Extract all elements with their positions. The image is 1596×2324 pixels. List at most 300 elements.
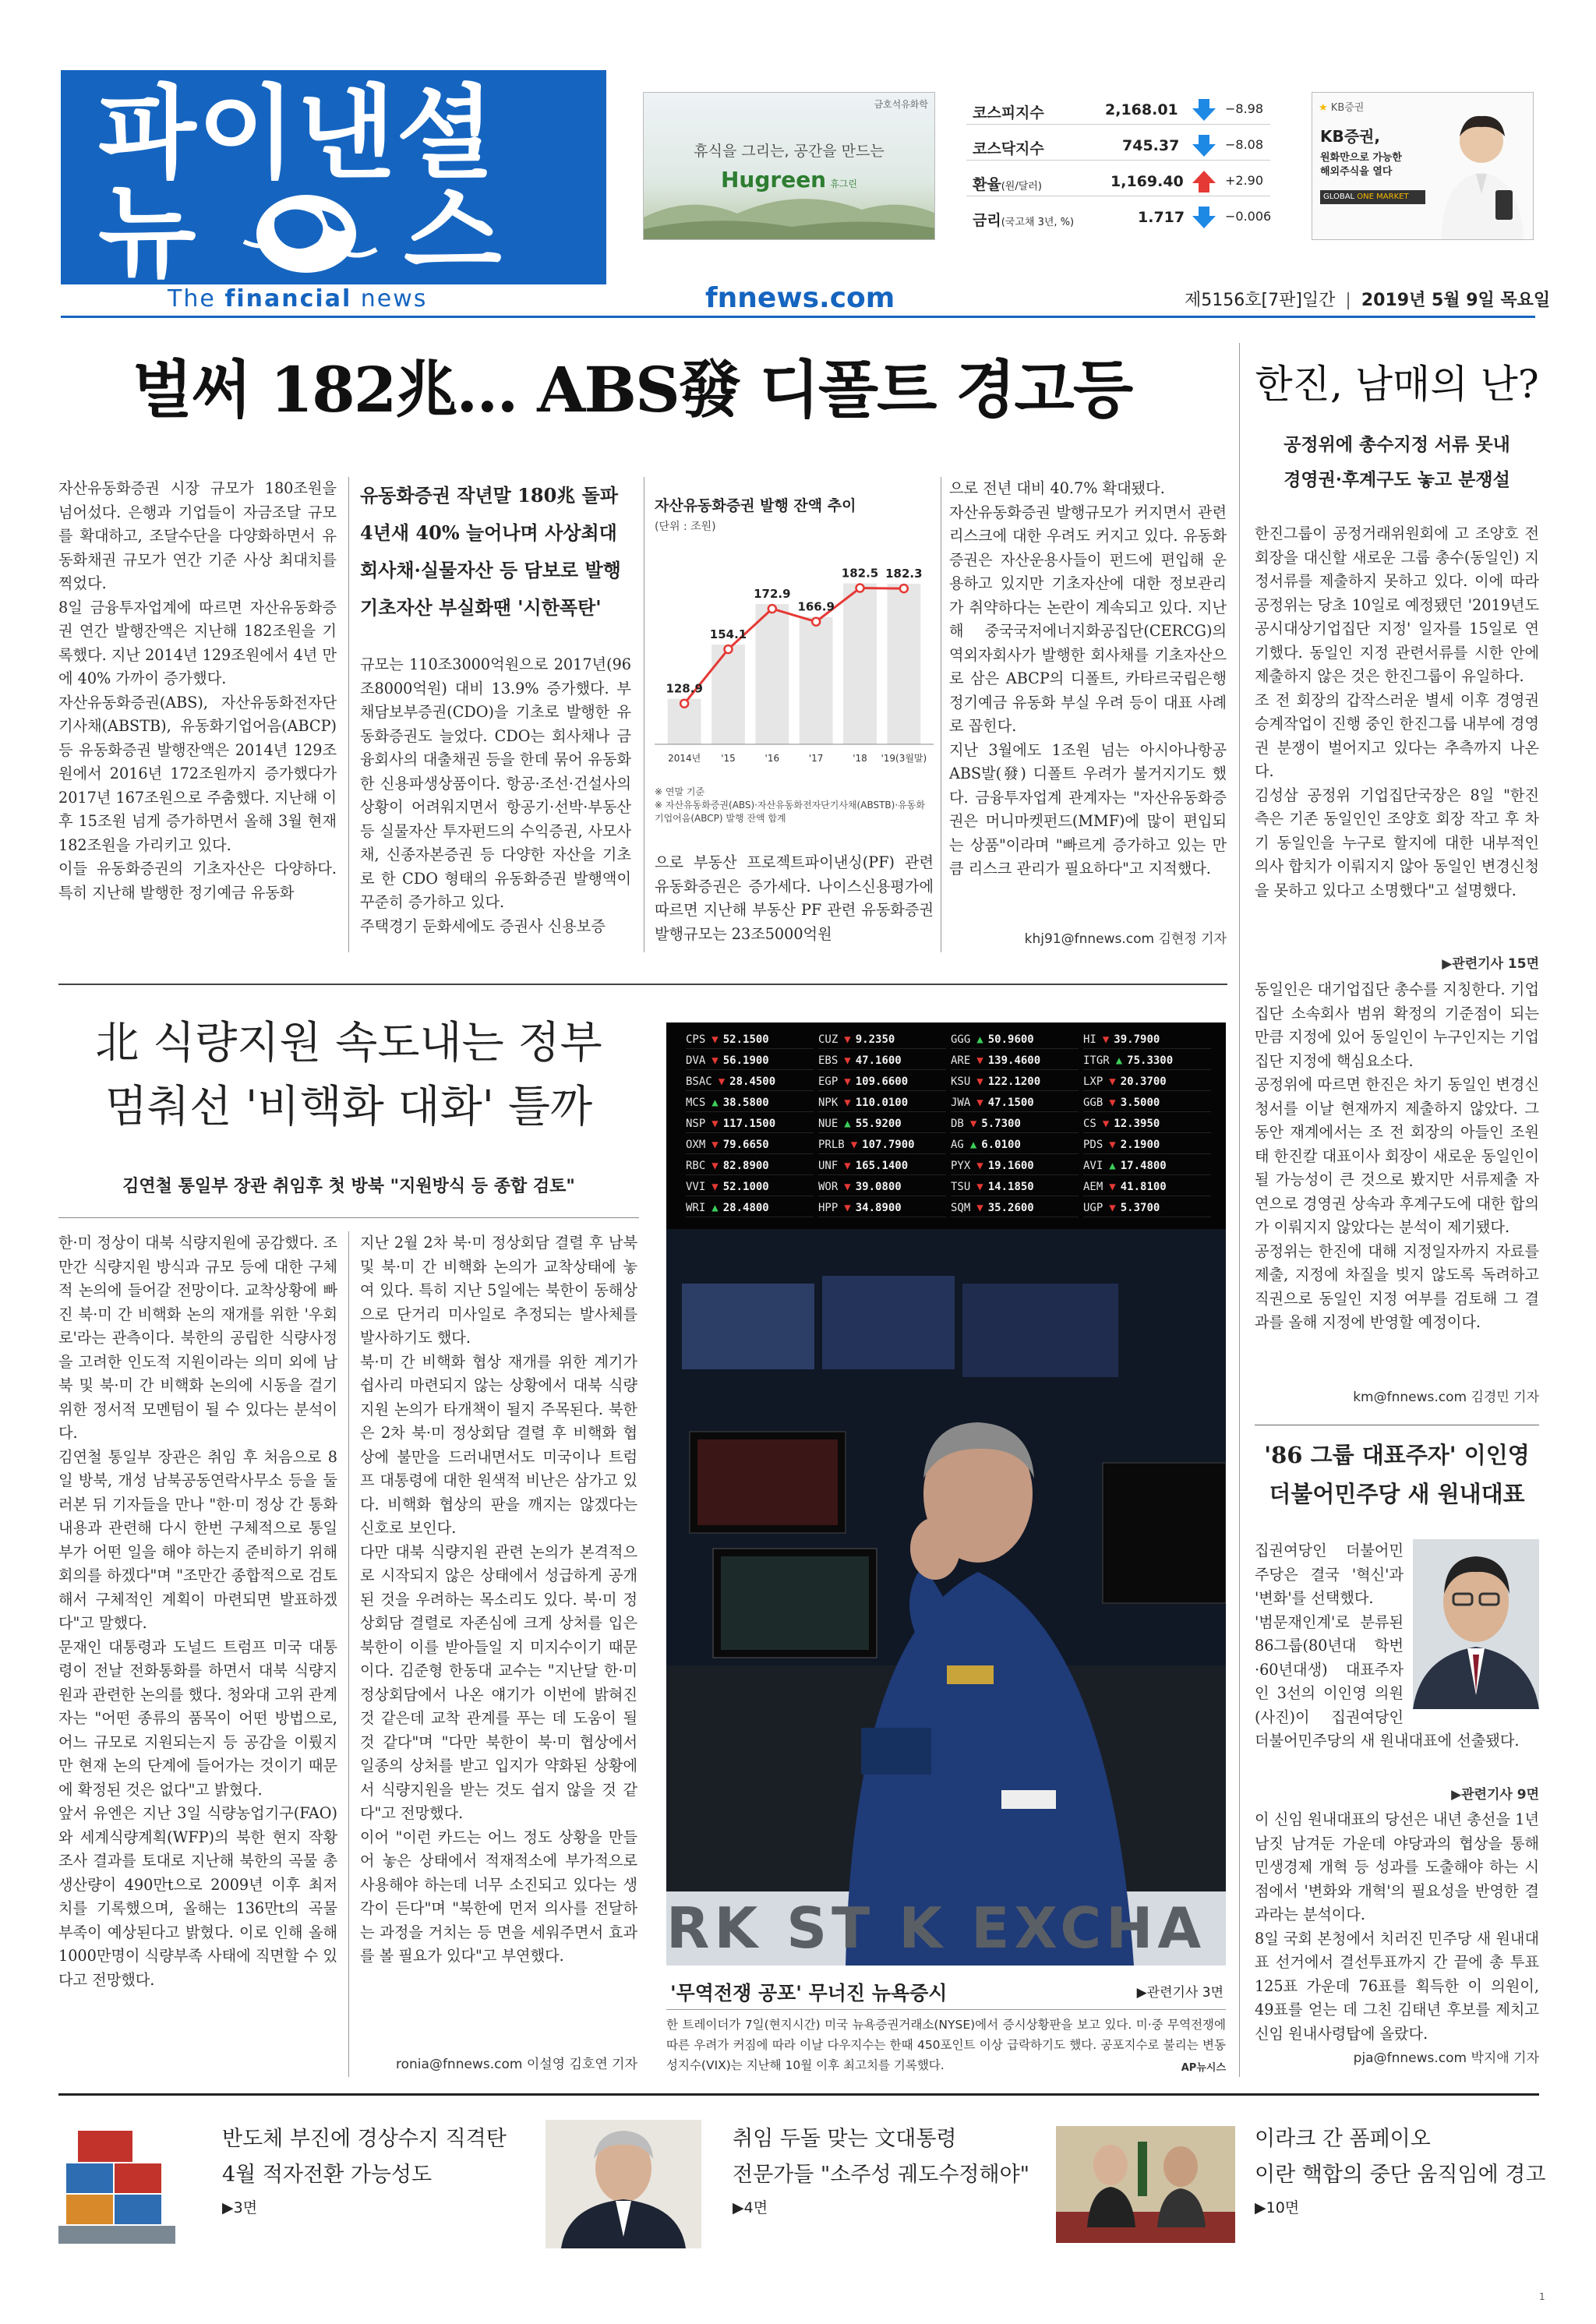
chart-bar xyxy=(800,617,833,744)
ticker-cell xyxy=(951,1030,1079,1049)
arrow-down-icon: ▼ xyxy=(711,1118,719,1130)
lee-ref[interactable]: ▶관련기사 9면 xyxy=(1451,1787,1539,1803)
hanjin-deck-line: 공정위에 총수지정 서류 못내 xyxy=(1284,434,1510,455)
arrow-down-icon xyxy=(1192,99,1216,121)
tagline-suffix: news xyxy=(351,285,428,313)
ticker-cell xyxy=(686,1178,814,1196)
nyse-photo[interactable] xyxy=(666,1022,1226,1966)
chart-bar xyxy=(755,604,789,744)
chart-note: ※ 자산유동화증권(ABS)·자산유동화전자단기사채(ABSTB)·유동화기업어음(ABCP) 발행 잔액 합계 xyxy=(655,800,925,824)
arrow-down-icon: ▼ xyxy=(844,1075,851,1088)
arrow-up-icon: ▲ xyxy=(844,1118,851,1130)
north-headline-line: 멈춰선 '비핵화 대화' 틀까 xyxy=(104,1082,593,1132)
arrow-up-icon: ▲ xyxy=(1115,1054,1123,1067)
chart-note: ※ 연말 기준 xyxy=(655,786,705,797)
market-name: 코스피지수 xyxy=(973,104,1044,122)
market-change: +2.90 xyxy=(1225,173,1264,188)
ticker-price: 47.1600 xyxy=(855,1054,902,1067)
market-row xyxy=(966,204,1270,232)
ticker-symbol: ARE xyxy=(951,1054,971,1067)
ticker-cell xyxy=(1083,1114,1211,1133)
bottom-teaser[interactable] xyxy=(546,2114,1044,2254)
ticker-cell xyxy=(951,1072,1079,1091)
site-url[interactable]: fnnews.com xyxy=(705,282,895,314)
ticker-price: 165.1400 xyxy=(855,1160,909,1172)
ticker-symbol: OXM xyxy=(686,1139,706,1151)
ticker-symbol: HPP xyxy=(818,1202,839,1214)
chart-tick-label: '17 xyxy=(808,753,824,764)
ticker-cell xyxy=(686,1157,814,1175)
lee-body-2-text: 이 신임 원내대표의 당선은 내년 총선을 1년 남짓 남겨둔 가운데 야당과의 협상을 통해 민생경제 개혁 등 성과를 도출해야 하는 시점에서 '변화와 개혁'의 필요성을 반영한 결과라는 분석이다. 8일 국회 본청에서 치러진 민주당 새 원내대표 선거에서 결선투표까지 간 끝에 총 투표 125표 가운데 76표를 획득한 이 의원이, 49표를 얻는 데 그친 김태년 후보를 제치고 신임 원내사령탑에 올랐다. xyxy=(1255,1810,1539,2042)
ticker-symbol: PDS xyxy=(1083,1139,1103,1151)
lee-body xyxy=(1255,1539,1539,1787)
ad-product-name: Hugreen xyxy=(720,167,827,192)
arrow-down-icon: ▼ xyxy=(844,1097,851,1109)
lead-column-2 xyxy=(360,653,631,953)
arrow-up-icon: ▲ xyxy=(1109,1160,1116,1172)
lead-deck-line: 회사채·실물자산 등 담보로 발행 xyxy=(360,559,621,581)
wall-text: RK ST K EXCHA xyxy=(666,1895,1206,1961)
ticker-symbol: RBC xyxy=(686,1160,706,1172)
logo-line2-a: 뉴 xyxy=(98,173,196,291)
ad-slogan: 휴식을 그리는, 공간을 만드는 xyxy=(694,143,885,160)
ticker-price: 139.4600 xyxy=(987,1054,1041,1067)
ticker-symbol: GGB xyxy=(1083,1097,1103,1109)
hanjin-body-text: 한진그룹이 공정거래위원회에 고 조양호 전 회장을 대신할 새로운 그룹 총수(동일인) 지정서류를 제출하지 못하고 있다. 이에 따라 공정위는 당초 10일로 예정됐던 '2019년도 공시대상기업집단 지정' 일자를 15일로 연기했다. 동일인 지정 관련서류를 시한 안에 제출하지 않은 것은 한진그룹이 유일하다. 조 전 회장의 갑작스러운 별세 이후 경영권 승계작업이 진행 중인 한진그룹 내부에 경영권 분쟁이 벌어지고 있다는 추측까지 나온다. 김성삼 공정위 기업집단국장은 8일 "한진 측은 기존 동일인인 조양호 회장 작고 후 차기 동일인을 누구로 할지에 대한 내부적인 의사 합치가 이뤄지지 않아 동일인 변경신청을 못하고 있다고 소명했다"고 설명했다. xyxy=(1255,524,1539,899)
ticker-symbol: HI xyxy=(1083,1033,1096,1046)
ticker-price: 35.2600 xyxy=(987,1202,1034,1214)
logo-line2-b: 스 xyxy=(404,173,502,291)
lee-headline-line: 더불어민주당 새 원내대표 xyxy=(1269,1481,1525,1507)
arrow-down-icon: ▼ xyxy=(711,1054,719,1067)
lee-byline: pja@fnnews.com 박지애 기자 xyxy=(1353,2050,1539,2066)
container-photo xyxy=(58,2123,175,2244)
ticker-cell xyxy=(686,1093,814,1112)
arrow-down-icon: ▼ xyxy=(718,1075,726,1088)
ticker-symbol: BSAC xyxy=(686,1075,712,1088)
ticker-symbol: GGG xyxy=(951,1033,971,1046)
hanjin-deck-line: 경영권·후계구도 놓고 분쟁설 xyxy=(1284,469,1510,490)
arrow-down-icon: ▼ xyxy=(976,1202,983,1214)
ad-product xyxy=(644,167,934,192)
ticker-symbol: AVI xyxy=(1083,1160,1103,1172)
teaser-ref[interactable]: ▶3면 xyxy=(222,2199,258,2216)
ticker-cell xyxy=(818,1157,946,1175)
ticker-cell xyxy=(1083,1051,1211,1070)
ticker-symbol: AEM xyxy=(1083,1181,1103,1193)
chart-bar xyxy=(887,584,920,744)
column-divider xyxy=(348,477,349,952)
lead-column-4-text: 으로 전년 대비 40.7% 확대됐다. 자산유동화증권 발행규모가 커지면서 관련 리스크에 대한 우려도 커지고 있다. 유동화증권은 자산운용사들이 펀드에 편입해 운용하고 있지만 기초자산에 대한 정보관리가 취약하다는 논란이 계속되고 있다. 지난해 중국국저에너지화공집단(CERCG)의 역외자회사가 발행한 회사채를 기초자산으로 삼은 ABCP의 디폴트, 카타르국립은행 정기예금 유동화 부실 우려 등이 대표 사례로 꼽힌다. 지난 3월에도 1조원 넘는 아시아나항공 ABS발(發) 디폴트 우려가 불거지기도 했다. 금융투자업계 관계자는 "자산유동화증권은 머니마켓펀드(MMF)에 많이 편입되는 상품"이라며 "빠르게 증가하고 있는 만큼 리스크 관리가 필요하다"고 지적했다. xyxy=(949,479,1227,878)
ticker-price: 14.1850 xyxy=(987,1181,1034,1193)
abs-chart xyxy=(655,477,934,842)
lead-byline: khj91@fnnews.com 김현정 기자 xyxy=(1024,931,1227,947)
chart-bar xyxy=(711,645,745,744)
section-rule xyxy=(58,984,1227,985)
subhead-rule xyxy=(58,1217,639,1218)
arrow-up-icon: ▲ xyxy=(976,1033,983,1046)
ad-kb-brand xyxy=(1319,99,1364,114)
ticker-cell xyxy=(686,1136,814,1154)
ticker-cell xyxy=(951,1157,1079,1175)
lee-headline[interactable] xyxy=(1255,1436,1539,1513)
arrow-down-icon: ▼ xyxy=(844,1202,851,1214)
issue-date: 2019년 5월 9일 목요일 xyxy=(1361,291,1551,310)
arrow-down-icon: ▼ xyxy=(976,1097,983,1109)
ticker-price: 5.3700 xyxy=(1120,1202,1160,1214)
ticker-cell xyxy=(818,1051,946,1070)
arrow-down-icon: ▼ xyxy=(844,1181,851,1193)
ticker-cell xyxy=(1083,1178,1211,1196)
ticker-price: 5.7300 xyxy=(981,1118,1021,1130)
photo-caption-ref[interactable]: ▶관련기사 3면 xyxy=(1136,1985,1223,2001)
hanjin-deck xyxy=(1255,427,1539,497)
arrow-up-icon: ▲ xyxy=(969,1139,977,1151)
ticker-cell xyxy=(951,1199,1079,1217)
ticker-price: 109.6600 xyxy=(855,1075,909,1088)
teaser-line: 4월 적자전환 가능성도 xyxy=(222,2163,433,2187)
market-value: 1.717 xyxy=(1138,209,1185,226)
ticker-cell xyxy=(951,1093,1079,1112)
arrow-down-icon: ▼ xyxy=(1109,1139,1116,1151)
chart-value-label: 166.9 xyxy=(797,599,835,614)
ticker-price: 2.1900 xyxy=(1120,1139,1160,1151)
ticker-symbol: DB xyxy=(951,1118,964,1130)
market-row xyxy=(966,132,1270,161)
ticker-symbol: AG xyxy=(951,1139,964,1151)
ticker-price: 34.8900 xyxy=(855,1202,902,1214)
ticker-symbol: UGP xyxy=(1083,1202,1103,1214)
north-column-1 xyxy=(58,1231,337,2077)
arrow-down-icon: ▼ xyxy=(850,1139,858,1151)
ticker-symbol: VVI xyxy=(686,1181,706,1193)
ticker-symbol: MCS xyxy=(686,1097,706,1109)
north-subhead: 김연철 통일부 장관 취임후 첫 방북 "지원방식 등 종합 검토" xyxy=(122,1176,575,1196)
ticker-price: 3.5000 xyxy=(1120,1097,1160,1109)
ticker-symbol: SQM xyxy=(951,1202,971,1214)
chart-point xyxy=(812,618,820,626)
lead-column-1-text: 자산유동화증권 시장 규모가 180조원을 넘어섰다. 은행과 기업들이 자금조달 규모를 확대하고, 조달수단을 다양화하면서 유동화채권 규모가 연간 기준 사상 최대치를 찍었다. 8일 금융투자업계에 따르면 자산유동화증권 연간 발행잔액은 지난해 182조원을 기록했다. 지난 2014년 129조원에서 4년 만에 40% 가까이 증가했다. 자산유동화증권(ABS), 자산유동화전자단기사채(ABSTB), 유동화기업어음(ABCP) 등 유동화증권 발행잔액은 2014년 129조원에서 2016년 172조원까지 증가했다가 2017년 167조원으로 주춤했다. 지난해 이후 15조원 넘게 증가하면서 올해 3월 현재 182조원을 가리키고 있다. 이들 유동화증권의 기초자산은 다양하다. 특히 지난해 발행한 정기예금 유동화 xyxy=(58,479,337,902)
north-column-2-text: 지난 2월 2차 북·미 정상회담 결렬 후 남북 및 북·미 간 비핵화 논의가 교착상태에 놓여 있다. 특히 지난 5일에는 북한이 동해상으로 단거리 미사일로 추정되는 발사체를 발사하기도 했다. 북·미 간 비핵화 협상 재개를 위한 계기가 쉽사리 마련되지 않는 상황에서 대북 식량지원 논의가 타개책이 될지 주목된다. 북한은 2차 북·미 정상회담 결렬 후 비핵화 협상에 불만을 드러내면서도 미국이나 트럼프 대통령에 대한 원색적 비난은 삼가고 있다. 비핵화 협상의 판을 깨지는 않겠다는 신호로 보인다. 다만 대북 식량지원 관련 논의가 본격적으로 시작되지 않은 상태에서 성급하게 공개된 것을 우려하는 목소리도 있다. 북·미 정상회담 결렬로 자존심에 크게 상처를 입은 북한이 이를 받아들일 지 미지수이기 때문이다. 김준형 한동대 교수는 "지난달 한·미 정상회담에서 나온 얘기가 이번에 밝혀진 것 같은데 교착 관계를 푸는 데 도움이 될 것 같다"며 "다만 북한이 북·미 협상에서 일종의 상처를 받고 입지가 약화된 상황에서 식량지원을 받는 것도 쉽지 않을 것 같다"고 전망했다. 이어 "이런 카드는 어느 정도 상황을 만들어 놓은 상태에서 적재적소에 부가적으로 사용해야 하는데 너무 소진되고 있다는 생각이 든다"며 "북한에 먼저 의사를 전달하는 과정을 거치는 등 면을 세워주면서 효과를 볼 필요가 있다"고 부연했다. xyxy=(360,1234,637,1965)
chart-point xyxy=(856,585,864,592)
lee-portrait-photo xyxy=(1413,1539,1539,1709)
ticker-cell xyxy=(951,1178,1079,1196)
ad-kb-line3: 해외주식을 열다 xyxy=(1320,166,1393,178)
ad-kb-line1: KB증권, xyxy=(1320,127,1380,146)
ad-kb-bar-b: ONE MARKET xyxy=(1357,192,1409,201)
arrow-down-icon: ▼ xyxy=(844,1033,851,1046)
caption-rule xyxy=(666,2009,1226,2010)
arrow-down-icon xyxy=(1192,207,1216,228)
arrow-up-icon: ▲ xyxy=(711,1097,719,1109)
photo-caption-title: '무역전쟁 공포' 무너진 뉴욕증시 xyxy=(670,1982,948,2004)
lee-headline-line: '86 그룹 대표주자' 이인영 xyxy=(1264,1442,1530,1468)
ticker-price: 47.1500 xyxy=(987,1097,1034,1109)
bottom-teaser[interactable] xyxy=(58,2114,526,2254)
ticker-symbol: PYX xyxy=(951,1160,971,1172)
arrow-down-icon: ▼ xyxy=(976,1181,983,1193)
arrow-down-icon xyxy=(1192,135,1216,157)
right-column-divider xyxy=(1239,343,1240,2077)
lead-headline[interactable]: 벌써 182兆… ABS發 디폴트 경고등 xyxy=(132,353,1132,426)
ticker-price: 19.1600 xyxy=(987,1160,1034,1172)
chart-point xyxy=(900,585,908,592)
ticker-price: 28.4500 xyxy=(729,1075,776,1088)
ticker-symbol: JWA xyxy=(951,1097,971,1109)
bottom-teaser[interactable] xyxy=(1056,2114,1546,2254)
photo-credit: AP뉴시스 xyxy=(1181,2062,1226,2074)
market-row xyxy=(966,97,1270,125)
ad-brand-small: 금호석유화학 xyxy=(874,99,928,110)
ticker-symbol: WOR xyxy=(818,1181,839,1193)
teaser-line: 반도체 부진에 경상수지 직격탄 xyxy=(222,2127,507,2151)
lead-deck-line: 유동화증권 작년말 180兆 돌파 xyxy=(360,484,619,507)
ad-kb-bar-a: GLOBAL xyxy=(1323,192,1355,201)
column-divider xyxy=(348,1231,349,2077)
arrow-down-icon: ▼ xyxy=(1109,1202,1116,1214)
market-name: 코스닥지수 xyxy=(973,140,1044,157)
ticker-cell xyxy=(818,1199,946,1217)
ticker-cell xyxy=(818,1093,946,1112)
arrow-up-icon: ▲ xyxy=(711,1202,719,1214)
arrow-down-icon: ▼ xyxy=(711,1181,719,1193)
chart-tick-label: '19(3월말) xyxy=(881,753,927,764)
arrow-down-icon: ▼ xyxy=(844,1160,851,1172)
president-photo xyxy=(546,2120,701,2248)
photo-caption-text: 한 트레이더가 7일(현지시간) 미국 뉴욕증권거래소(NYSE)에서 증시상황판을 보고 있다. 미·중 무역전쟁에 따른 우려가 커짐에 따라 이날 다우지수는 한때 450포인트 이상 급락하기도 했다. 공포지수로 불리는 변동성지수(VIX)는 지난해 10월 이후 최고치를 기록했다. xyxy=(666,2018,1226,2072)
arrow-down-icon: ▼ xyxy=(969,1118,977,1130)
arrow-down-icon: ▼ xyxy=(711,1160,719,1172)
ticker-symbol: NSP xyxy=(686,1118,706,1130)
ticker-price: 52.1500 xyxy=(722,1033,769,1046)
ad-hugreen[interactable] xyxy=(643,92,935,240)
teaser-line: 이란 핵합의 중단 움직임에 경고 xyxy=(1255,2163,1546,2187)
ticker-symbol: DVA xyxy=(686,1054,706,1067)
market-change: −8.98 xyxy=(1225,101,1264,116)
ticker-symbol: NPK xyxy=(818,1097,839,1109)
ticker-cell xyxy=(686,1114,814,1133)
ticker-cell xyxy=(818,1030,946,1049)
chart-tick-label: '15 xyxy=(721,753,736,764)
market-name xyxy=(973,173,1042,194)
ticker-cell xyxy=(1083,1157,1211,1175)
arrow-down-icon: ▼ xyxy=(1109,1097,1116,1109)
hanjin-body xyxy=(1255,522,1539,982)
ticker-grid xyxy=(686,1030,1216,1221)
ticker-symbol: ITGR xyxy=(1083,1054,1110,1067)
lead-column-4 xyxy=(949,477,1227,925)
arrow-down-icon: ▼ xyxy=(1102,1033,1110,1046)
ticker-symbol: TSU xyxy=(951,1181,971,1193)
ticker-cell xyxy=(686,1199,814,1217)
market-name-main: 금리 xyxy=(973,212,1001,229)
ticker-price: 39.7900 xyxy=(1114,1033,1160,1046)
ticker-symbol: CS xyxy=(1083,1118,1096,1130)
lead-column-1 xyxy=(58,477,337,956)
chart-point xyxy=(680,700,688,708)
issue-info xyxy=(1185,287,1550,311)
market-name-main: 환율 xyxy=(973,176,1001,193)
ticker-cell xyxy=(951,1136,1079,1154)
ticker-symbol: LXP xyxy=(1083,1075,1103,1088)
ticker-price: 52.1000 xyxy=(722,1181,769,1193)
ticker-price: 41.8100 xyxy=(1120,1181,1167,1193)
north-headline[interactable] xyxy=(58,1012,639,1139)
market-name-sub: (국고채 3년, %) xyxy=(1001,217,1075,228)
ticker-price: 117.1500 xyxy=(722,1118,776,1130)
ad-kb-bar xyxy=(1320,190,1425,204)
ticker-symbol: KSU xyxy=(951,1075,971,1088)
globe-icon xyxy=(228,187,384,277)
issue-number: 제5156호[7판]일간 xyxy=(1185,291,1336,310)
market-change: −8.08 xyxy=(1225,137,1264,152)
chart-value-label: 182.3 xyxy=(885,567,923,581)
ticker-price: 79.6650 xyxy=(722,1139,769,1151)
chart-value-label: 172.9 xyxy=(754,587,791,602)
teaser-line: 이라크 간 폼페이오 xyxy=(1255,2127,1431,2151)
lead-deck-line: 4년새 40% 늘어나며 사상최대 xyxy=(360,521,617,544)
ticker-price: 56.1900 xyxy=(722,1054,769,1067)
lead-column-3-text: 으로 부동산 프로젝트파이낸싱(PF) 관련 유동화증권은 증가세다. 나이스신용평가에 따르면 지난해 부동산 PF 관련 유동화증권 발행규모는 23조5000억원 xyxy=(655,853,934,943)
ticker-symbol: CPS xyxy=(686,1033,706,1046)
market-name xyxy=(973,209,1074,230)
ticker-price: 110.0100 xyxy=(855,1097,909,1109)
ticker-symbol: EBS xyxy=(818,1054,839,1067)
ticker-price: 17.4800 xyxy=(1120,1160,1167,1172)
ticker-price: 20.3700 xyxy=(1120,1075,1167,1088)
issue-separator: | xyxy=(1345,291,1351,310)
ticker-cell xyxy=(686,1072,814,1091)
ticker-cell xyxy=(1083,1072,1211,1091)
market-value: 1,169.40 xyxy=(1110,173,1184,190)
ticker-cell xyxy=(951,1051,1079,1070)
chart-value-label: 128.9 xyxy=(666,681,703,696)
ticker-cell xyxy=(1083,1136,1211,1154)
chart-point xyxy=(725,645,733,653)
pompeo-photo xyxy=(1056,2126,1235,2243)
ticker-price: 38.5800 xyxy=(722,1097,769,1109)
north-byline: ronia@fnnews.com 이설영 김호연 기자 xyxy=(396,2057,637,2072)
arrow-down-icon: ▼ xyxy=(711,1139,719,1151)
ticker-price: 28.4800 xyxy=(722,1202,769,1214)
masthead xyxy=(61,70,606,291)
masthead-rule xyxy=(61,316,1535,318)
hanjin-byline: km@fnnews.com 김경민 기자 xyxy=(1353,1390,1539,1405)
ticker-symbol: WRI xyxy=(686,1202,706,1214)
lee-body-2 xyxy=(1255,1808,1539,2042)
teaser-ref[interactable]: ▶4면 xyxy=(733,2199,768,2216)
hanjin-headline[interactable]: 한진, 남매의 난? xyxy=(1255,362,1539,407)
chart-bar xyxy=(843,584,877,744)
arrow-down-icon: ▼ xyxy=(711,1033,719,1046)
ticker-cell xyxy=(818,1114,946,1133)
hanjin-ref[interactable]: ▶관련기사 15면 xyxy=(1442,956,1539,972)
north-headline-line: 北 식량지원 속도내는 정부 xyxy=(95,1018,602,1068)
arrow-down-icon: ▼ xyxy=(976,1075,983,1088)
ticker-price: 6.0100 xyxy=(981,1139,1021,1151)
chart-title: 자산유동화증권 발행 잔액 추이 xyxy=(655,497,856,514)
ticker-symbol: CUZ xyxy=(818,1033,839,1046)
ticker-price: 12.3950 xyxy=(1114,1118,1160,1130)
arrow-down-icon: ▼ xyxy=(1102,1118,1110,1130)
arrow-down-icon: ▼ xyxy=(1109,1075,1116,1088)
photo-caption-body xyxy=(666,2015,1226,2079)
ticker-price: 75.3300 xyxy=(1127,1054,1174,1067)
arrow-down-icon: ▼ xyxy=(976,1160,983,1172)
ad-product-sub: 휴그린 xyxy=(830,178,857,189)
ticker-board xyxy=(666,1022,1226,1229)
ticker-price: 39.0800 xyxy=(855,1181,902,1193)
ticker-price: 107.7900 xyxy=(862,1139,915,1151)
bottom-rule xyxy=(58,2093,1539,2096)
ticker-symbol: NUE xyxy=(818,1118,839,1130)
chart-value-label: 154.1 xyxy=(709,627,747,642)
market-value: 2,168.01 xyxy=(1105,101,1178,118)
ad-kb-line2: 원화만으로 가능한 xyxy=(1320,152,1402,164)
chart-point xyxy=(768,605,776,613)
ticker-price: 9.2350 xyxy=(855,1033,895,1046)
ticker-cell xyxy=(818,1136,946,1154)
ticker-cell xyxy=(686,1030,814,1049)
chart-value-label: 182.5 xyxy=(841,566,879,581)
lead-deck-line: 기초자산 부실화땐 '시한폭탄' xyxy=(360,596,602,619)
ticker-price: 50.9600 xyxy=(987,1033,1034,1046)
arrow-up-icon xyxy=(1192,171,1216,192)
hanjin-body-2 xyxy=(1255,978,1539,1382)
lead-column-2-text: 규모는 110조3000억원으로 2017년(96조8000억원) 대비 13.9% 증가했다. 부채담보부증권(CDO)을 기초로 발행한 유동화증권도 늘었다. CDO는 회사채나 금융회사의 대출채권 등을 한데 묶어 유동화한 신용파생상품이다. 항공·조선·건설사의 상황이 어려워지면서 항공기·선박·부동산 등 실물자산 투자펀드의 수익증권, 사모사채, 신종자본증권 등 다양한 자산을 기초로 한 CDO 형태의 유동화증권 발행액이 꾸준히 증가하고 있다. 주택경기 둔화세에도 증권사 신용보증 xyxy=(360,655,631,935)
photo-background xyxy=(666,1229,1226,1966)
north-column-1-text: 한·미 정상이 대북 식량지원에 공감했다. 조만간 식량지원 방식과 규모 등에 대한 구체적 논의에 들어갈 전망이다. 교착상황에 빠진 북·미 간 비핵화 논의 재개를 위한 '우회로'라는 관측이다. 북한의 공립한 식량사정을 고려한 인도적 지원이라는 의미 외에 남북 및 북·미 간 비핵화 논의에 시동을 걸기 위한 정서적 모멘텀이 될 수 있다는 분석이다. 김연철 통일부 장관은 취임 후 처음으로 8일 방북, 개성 남북공동연락사무소 등을 둘러본 뒤 기자들을 만나 "한·미 정상 간 통화내용과 관련해 다시 한번 구체적으로 통일부가 어떤 일을 해야 하는지 준비하기 위해 회의를 하겠다"며 "조만간 종합적으로 검토해서 구체적인 계획이 마련되면 발표하겠다"고 말했다. 문재인 대통령과 도널드 트럼프 미국 대통령이 전날 전화통화를 하면서 대북 식량지원과 관련한 논의를 했다. 청와대 고위 관계자는 "어떤 종류의 품목이 어떤 방법으로, 어느 규모로 지원되는지 등 공감을 이뤘지만 현재 논의 단계에 들어가는 것이기 때문에 확정된 것은 없다"고 밝혔다. 앞서 유엔은 지난 3일 식량농업기구(FAO)와 세계식량계획(WFP)의 북한 현지 작황조사 결과를 토대로 지난해 북한의 곡물 총생산량이 490만t으로 2009년 이후 최저치를 기록했으며, 올해는 136만t의 곡물 부족이 예상된다고 밝혔다. 이로 인해 올해 1000만명이 식량부족 사태에 직면할 수 있다고 전망했다. xyxy=(58,1234,337,1989)
market-change: −0.006 xyxy=(1225,209,1272,224)
logo-line1: 파이낸셜 xyxy=(98,74,496,192)
ticker-cell xyxy=(1083,1199,1211,1217)
ad-kb[interactable] xyxy=(1312,92,1534,240)
chart-tick-label: '16 xyxy=(764,753,780,764)
ticker-price: 82.8900 xyxy=(722,1160,769,1172)
tagline-prefix: The xyxy=(168,285,225,313)
kb-star-icon: ★ xyxy=(1319,102,1328,114)
chart-plot xyxy=(655,546,934,779)
arrow-down-icon: ▼ xyxy=(1109,1181,1116,1193)
ticker-cell xyxy=(818,1072,946,1091)
ticker-cell xyxy=(1083,1093,1211,1112)
ticker-cell xyxy=(1083,1030,1211,1049)
hanjin-body-2-text: 동일인은 대기업집단 총수를 지칭한다. 기업집단 소속회사 범위 확정의 기준점이 되는 만큼 지정에 있어 동일인이 누구인지는 기업집단 지정에 핵심요소다. 공정위에 따르면 한진은 차기 동일인 변경신청서를 이날 현재까지 제출하지 않았다. 그동안 재계에서는 조 전 회장의 아들인 조원태 한진칼 대표이사 회장이 새로운 동일인이 될 가능성이 큰 것으로 봤지만 서류제출 자연으로 경영권 상속과 후계구도에 대한 합의가 이뤄지지 않았다는 분석이 제기됐다. 공정위는 한진에 대해 지정일자까지 자료를 제출, 지정에 차질을 빚지 않도록 독려하고 직권으로 동일인 지정 여부를 검토해 그 결과를 올해 지정에 반영할 예정이다. xyxy=(1255,980,1539,1331)
ad-kb-brand-text: KB증권 xyxy=(1330,102,1365,114)
teaser-ref[interactable]: ▶10면 xyxy=(1255,2199,1300,2216)
ticker-price: 122.1200 xyxy=(987,1075,1041,1088)
arrow-down-icon: ▼ xyxy=(844,1054,851,1067)
chart-tick-label: '18 xyxy=(853,753,867,764)
lead-deck xyxy=(360,477,633,627)
ticker-price: 55.9200 xyxy=(855,1118,902,1130)
market-name-sub: (원/달러) xyxy=(1001,181,1042,192)
ticker-cell xyxy=(951,1114,1079,1133)
lead-column-3 xyxy=(655,851,934,952)
ticker-symbol: UNF xyxy=(818,1160,839,1172)
lee-body-text: 집권여당인 더불어민주당은 결국 '혁신'과 '변화'를 선택했다. '범문재인계'로 분류된 86그룹(80년대 학번·60년대생) 대표주자인 3선의 이인영 의원(사진)이 집권여당인 더불어민주당의 새 원내대표에 선출됐다. xyxy=(1255,1542,1520,1750)
tagline-bold: financial xyxy=(224,285,352,313)
tagline xyxy=(168,285,427,313)
ticker-cell xyxy=(686,1051,814,1070)
ticker-symbol: EGP xyxy=(818,1075,839,1088)
north-column-2 xyxy=(360,1231,637,2046)
teaser-line: 취임 두돌 맞는 文대통령 xyxy=(733,2127,957,2151)
arrow-down-icon: ▼ xyxy=(976,1054,983,1067)
teaser-line: 전문가들 "소주성 궤도수정해야" xyxy=(733,2163,1030,2187)
ticker-symbol: PRLB xyxy=(818,1139,845,1151)
page-number: 1 xyxy=(1539,2291,1545,2302)
